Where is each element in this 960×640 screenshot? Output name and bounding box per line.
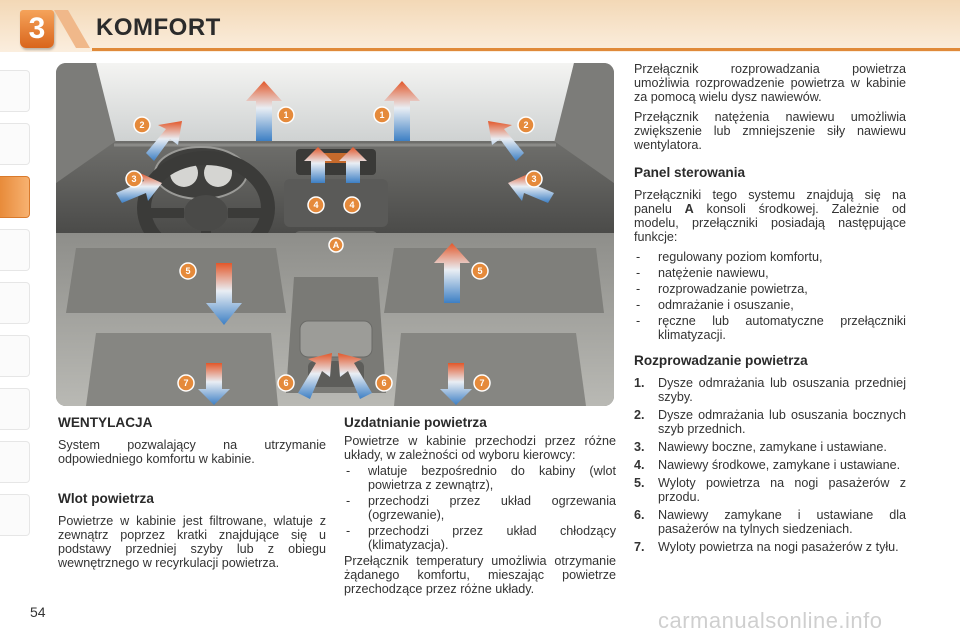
intensity-switch-text: Przełącznik natężenia nawiewu umożliwia zwiększenie lub zmniejszenie siły nawiewu wentylatora.: [634, 110, 906, 152]
item-number: 2.: [634, 408, 645, 422]
air-distribution-item: [634, 408, 906, 436]
item-text: Nawiewy boczne, zamykane i ustawiane.: [658, 440, 887, 454]
cabin-airflow-illustration: [56, 63, 614, 406]
air-distribution-list: [634, 376, 906, 554]
control-panel-intro-text: konsoli środkowej. Zależnie od modelu, przełączniki posiadają następujące funkcje:: [634, 202, 906, 244]
watermark: carmanualsonline.info: [658, 608, 883, 633]
callout-5-left-label: 5: [185, 266, 191, 276]
callout-2-right-label: 2: [523, 120, 529, 130]
chapter-number-badge: 3: [20, 10, 54, 48]
chapter-tab-2[interactable]: [0, 123, 30, 165]
callout-4-right-label: 4: [349, 200, 355, 210]
callout-1-right-label: 1: [379, 110, 385, 120]
item-number: 6.: [634, 508, 645, 522]
item-text: Nawiewy zamykane i ustawiane dla pasażerów na tylnych siedzeniach.: [658, 508, 906, 536]
middle-column: [344, 416, 616, 602]
air-distribution-item: [634, 440, 906, 454]
control-panel-item: - odmrażanie i osuszanie,: [634, 298, 906, 312]
page-number: 54: [30, 604, 46, 620]
ventilation-text: System pozwalający na utrzymanie odpowiedniego komfortu w kabinie.: [58, 438, 326, 466]
chapter-arrow-icon: [54, 10, 94, 48]
callout-4-left-label: 4: [313, 200, 319, 210]
treatment-item: - przechodzi przez układ chłodzący (klimatyzacja).: [344, 524, 616, 552]
control-panel-intro-text: Przełączniki tego systemu znajdują się na panelu: [634, 188, 906, 216]
control-panel-list: [634, 250, 906, 342]
treatment-outro: Przełącznik temperatury umożliwia otrzymanie żądanego komfortu, mieszając powietrze przechodzące przez różne układy.: [344, 554, 616, 596]
chapter-tab-6[interactable]: [0, 335, 30, 377]
item-number: 3.: [634, 440, 645, 454]
air-distribution-item: [634, 376, 906, 404]
item-text: Dysze odmrażania lub osuszania przedniej szyby.: [658, 376, 906, 404]
chapter-tab-7[interactable]: [0, 388, 30, 430]
intake-heading: Wlot powietrza: [58, 491, 154, 506]
callout-3-right-label: 3: [531, 174, 537, 184]
chapter-tab-3-active[interactable]: [0, 176, 30, 218]
callout-6-left-label: 6: [283, 378, 289, 388]
treatment-item: - wlatuje bezpośrednio do kabiny (wlot powietrza z zewnątrz),: [344, 464, 616, 492]
treatment-item: - przechodzi przez układ ogrzewania (ogrzewanie),: [344, 494, 616, 522]
ventilation-heading: WENTYLACJA: [58, 415, 153, 430]
callout-6-right-label: 6: [381, 378, 387, 388]
left-column: [58, 416, 326, 576]
item-number: 7.: [634, 540, 645, 554]
air-distribution-item: [634, 508, 906, 536]
callout-7-right-label: 7: [479, 378, 485, 388]
callout-5-right-label: 5: [477, 266, 483, 276]
item-text: Wyloty powietrza na nogi pasażerów z przodu.: [658, 476, 906, 504]
item-text: Dysze odmrażania lub osuszania bocznych szyb przednich.: [658, 408, 906, 436]
control-panel-intro: [634, 188, 906, 244]
callout-panel-a-label: A: [332, 240, 340, 250]
control-panel-item: - ręczne lub automatyczne przełączniki klimatyzacji.: [634, 314, 906, 342]
callout-7-left-label: 7: [183, 378, 189, 388]
chapter-tab-5[interactable]: [0, 282, 30, 324]
item-number: 5.: [634, 476, 645, 490]
item-number: 1.: [634, 376, 645, 390]
chapter-tab-strip: [0, 70, 34, 547]
air-distribution-item: [634, 458, 906, 472]
intake-text: Powietrze w kabinie jest filtrowane, wlatuje z zewnątrz poprzez kratki znajdujące się u podstawy przedniej szyby lub z obiegu wewnętrznego w recyrkulacji powietrza.: [58, 514, 326, 570]
control-panel-item: - rozprowadzanie powietrza,: [634, 282, 906, 296]
right-column: [634, 62, 906, 558]
chapter-tab-8[interactable]: [0, 441, 30, 483]
item-text: Wyloty powietrza na nogi pasażerów z tyłu.: [658, 540, 899, 554]
callout-3-left-label: 3: [131, 174, 137, 184]
chapter-tab-4[interactable]: [0, 229, 30, 271]
panel-letter: A: [684, 202, 694, 216]
chapter-title: KOMFORT: [96, 14, 221, 41]
callout-1-left-label: 1: [283, 110, 289, 120]
treatment-heading: Uzdatnianie powietrza: [344, 415, 487, 430]
distribution-switch-text: Przełącznik rozprowadzania powietrza umożliwia rozprowadzenie powietrza w kabinie za pomocą wielu dysz nawiewów.: [634, 62, 906, 104]
item-text: Nawiewy środkowe, zamykane i ustawiane.: [658, 458, 901, 472]
control-panel-item: - regulowany poziom komfortu,: [634, 250, 906, 264]
chapter-tab-9[interactable]: [0, 494, 30, 536]
chapter-tab-1[interactable]: [0, 70, 30, 112]
treatment-list: [344, 464, 616, 552]
header-rule: [92, 48, 960, 51]
item-number: 4.: [634, 458, 645, 472]
air-distribution-heading: Rozprowadzanie powietrza: [634, 353, 808, 368]
control-panel-item: - natężenie nawiewu,: [634, 266, 906, 280]
treatment-intro: Powietrze w kabinie przechodzi przez różne układy, w zależności od wyboru kierowcy:: [344, 434, 616, 462]
air-distribution-item: [634, 476, 906, 504]
air-distribution-item: [634, 540, 906, 554]
callout-2-left-label: 2: [139, 120, 145, 130]
control-panel-heading: Panel sterowania: [634, 165, 746, 180]
cabin-illustration-svg: [56, 63, 614, 406]
